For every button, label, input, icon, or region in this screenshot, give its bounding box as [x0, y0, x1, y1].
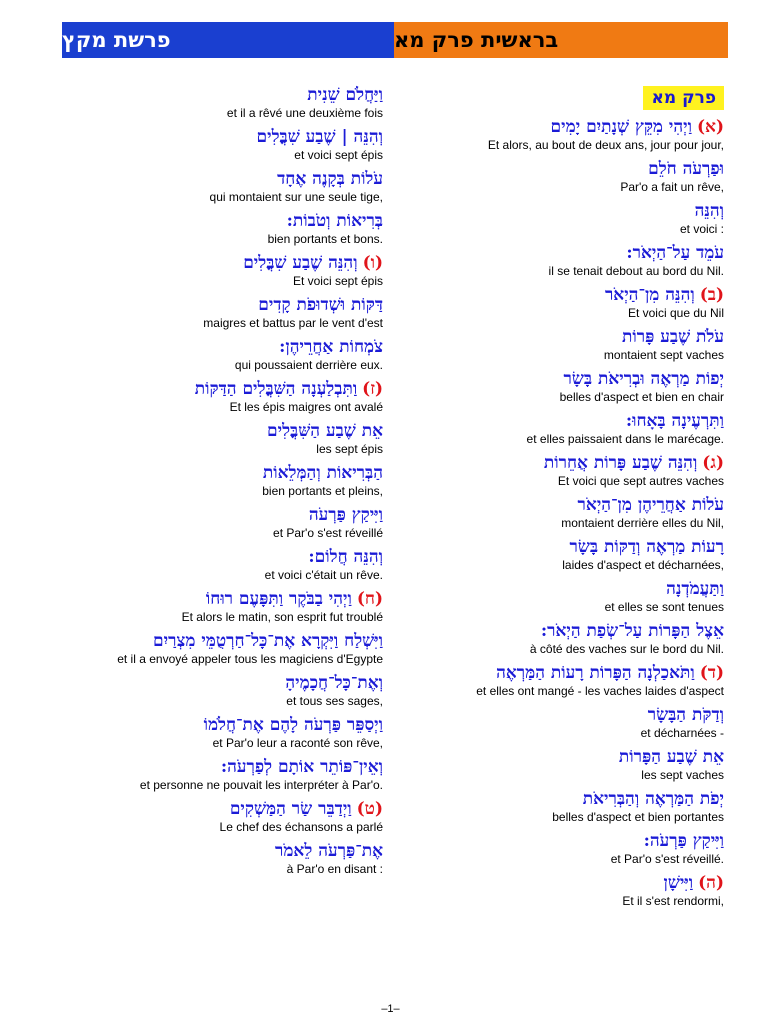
french-translation: belles d'aspect et bien portantes [552, 810, 724, 824]
verse-number: (ב) [699, 285, 724, 305]
french-translation: Par'o a fait un rêve, [620, 180, 724, 194]
hebrew-line [644, 830, 724, 852]
french-translation: Et il s'est rendormi, [622, 894, 724, 908]
french-translation: qui montaient sur une seule tige, [209, 190, 383, 204]
verse-number: (ט) [356, 799, 383, 819]
verse-number: (ח) [356, 589, 383, 609]
hebrew-text: הַבְּרִיאוֹת וְהַמְּלֵאוֹת [262, 463, 383, 483]
hebrew-line [279, 336, 383, 358]
hebrew-text: וַיִּיקַץ פַּרְעֹה [308, 505, 383, 525]
hebrew-text: וַיַּחֲלֹם שֵׁנִית [307, 85, 383, 105]
hebrew-line [666, 578, 724, 600]
hebrew-text: אֵצֶל הַפָּרוֹת עַל־שְׂפַת הַיְאֹר: [540, 621, 724, 641]
french-translation: maigres et battus par le vent d'est [203, 316, 383, 330]
french-translation: laides d'aspect et décharnées, [562, 558, 724, 572]
right-text-column [394, 82, 724, 912]
hebrew-line [204, 714, 383, 736]
hebrew-line [206, 588, 383, 610]
hebrew-text: וְאֵין־פּוֹתֵר אוֹתָם לְפַרְעֹה: [220, 757, 383, 777]
hebrew-line [695, 200, 724, 222]
hebrew-text: וְאֶת־כָּל־חֲכָמֶיהָ [285, 673, 383, 693]
hebrew-text: וְהִנֵּה חֲלוֹם: [308, 547, 383, 567]
verse-number: (א) [696, 117, 724, 137]
hebrew-line [544, 452, 724, 474]
french-translation: et il a envoyé appeler tous les magiciens d'Egypte [117, 652, 383, 666]
hebrew-line [583, 788, 724, 810]
french-translation: il se tenait debout au bord du Nil. [548, 264, 724, 278]
book-chapter-title: בראשית פרק מא [394, 22, 728, 58]
hebrew-text: צֹמְחוֹת אַחֲרֵיהֶן: [279, 337, 383, 357]
french-translation: et décharnées - [640, 726, 724, 740]
hebrew-text: וְדַקֹּת הַבָּשָׂר [647, 705, 724, 725]
hebrew-text: וַתֹּאכַלְנָה הַפָּרוֹת רָעוֹת הַמַּרְאֶה [496, 663, 695, 683]
page-number: –1– [381, 1003, 400, 1015]
hebrew-text: יְפֹת הַמַּרְאֶה וְהַבְּרִיאֹת [582, 789, 724, 809]
hebrew-line [626, 242, 724, 264]
hebrew-text: וְהִנֵּה שֶׁבַע פָּרוֹת אֲחֵרוֹת [543, 453, 698, 473]
hebrew-line [648, 158, 724, 180]
hebrew-text: וַיִּשְׁלַח וַיִּקְרָא אֶת־כָּל־חַרְטֻמֵּי מִצְרַיִם [153, 631, 383, 651]
verse-number: (ה) [698, 873, 724, 893]
hebrew-text: יְפוֹת מַרְאֶה וּבְרִיאֹת בָּשָׂר [563, 369, 724, 389]
hebrew-text: דַּקּוֹת וּשְׁדוּפֹת קָדִים [258, 295, 383, 315]
hebrew-text: עֹלוֹת בְּקָנֶה אֶחָד [277, 169, 383, 189]
french-translation: et elles se sont tenues [604, 600, 724, 614]
hebrew-line [285, 672, 383, 694]
hebrew-text: וְהִנֵּה שֶׁבַע שִׁבֳּלִים [243, 253, 358, 273]
french-translation: et il a rêvé une deuxième fois [226, 106, 383, 120]
hebrew-line [551, 116, 724, 138]
verse-number: (ד) [699, 663, 724, 683]
french-translation: et personne ne pouvait les interpréter à Par'o. [139, 778, 383, 792]
verse-number: (ג) [702, 453, 724, 473]
french-translation: Et alors, au bout de deux ans, jour pour jour, [487, 138, 724, 152]
hebrew-line [267, 420, 383, 442]
hebrew-text: וַיִּיקַץ פַּרְעֹה: [643, 831, 724, 851]
hebrew-text: אֶת־פַּרְעֹה לֵאמֹר [274, 841, 383, 861]
hebrew-text: וְהִנֵּה | שֶׁבַע שִׁבֳּלִים [256, 127, 383, 147]
left-text-column [53, 82, 383, 880]
hebrew-text: אֵת שֶׁבַע הַשִּׁבֳּלִים [267, 421, 383, 441]
hebrew-line [578, 494, 724, 516]
hebrew-text: וַיְהִי מִקֵּץ שְׁנָתַיִם יָמִים [550, 117, 692, 137]
hebrew-line [605, 284, 724, 306]
hebrew-line [308, 546, 383, 568]
french-translation: et elles ont mangé - les vaches laides d'aspect [476, 684, 724, 698]
verse-number: (ז) [362, 379, 383, 399]
french-translation: qui poussaient derrière eux. [234, 358, 383, 372]
hebrew-line [563, 368, 724, 390]
hebrew-line [307, 84, 383, 106]
page-header [62, 22, 728, 58]
french-translation: Et voici sept épis [292, 274, 383, 288]
french-translation: et Par'o leur a raconté son rêve, [212, 736, 383, 750]
french-translation: et voici c'était un rêve. [264, 568, 383, 582]
french-translation: montaient sept vaches [603, 348, 724, 362]
hebrew-line [275, 840, 383, 862]
hebrew-line [257, 126, 383, 148]
french-translation: Et alors le matin, son esprit fut troublé [181, 610, 383, 624]
hebrew-text: וּפַרְעֹה חֹלֵם [648, 159, 724, 179]
hebrew-text: אֵת שֶׁבַע הַפָּרוֹת [618, 747, 724, 767]
hebrew-line [263, 462, 383, 484]
hebrew-line [243, 252, 383, 274]
french-translation: à côté des vaches sur le bord du Nil. [529, 642, 724, 656]
hebrew-line [195, 378, 383, 400]
french-translation: et elles paissaient dans le marécage. [526, 432, 724, 446]
french-translation: et tous ses sages, [286, 694, 383, 708]
french-translation: Le chef des échansons a parlé [219, 820, 383, 834]
hebrew-text: עֹלֹת שֶׁבַע פָּרוֹת [622, 327, 724, 347]
hebrew-text: וַתִּרְעֶינָה בָּאָחוּ: [625, 411, 724, 431]
hebrew-text: וַתִּבְלַעְנָה הַשִּׁבֳּלִים הַדַּקּוֹת [194, 379, 358, 399]
chapter-label: פרק מא [643, 86, 724, 110]
french-translation: Et voici que sept autres vaches [557, 474, 724, 488]
hebrew-text: וְהִנֵּה [694, 201, 724, 221]
hebrew-line [258, 294, 383, 316]
parasha-title: פרשת מקץ [62, 22, 394, 58]
hebrew-text: וְהִנֵּה מִן־הַיְאֹר [604, 285, 695, 305]
french-translation: les sept vaches [641, 768, 724, 782]
french-translation: et voici sept épis [294, 148, 383, 162]
french-translation: et voici : [679, 222, 724, 236]
hebrew-text: וַיְדַבֵּר שַׂר הַמַּשְׁקִים [229, 799, 352, 819]
hebrew-text: וַיְסַפֵּר פַּרְעֹה לָהֶם אֶת־חֲלֹמוֹ [203, 715, 383, 735]
verse-number: (ו) [362, 253, 383, 273]
hebrew-line [663, 872, 724, 894]
hebrew-line [570, 536, 725, 558]
hebrew-text: וַתַּעֲמֹדְנָה [666, 579, 724, 599]
hebrew-text: וַיִּישָׁן [663, 873, 694, 893]
hebrew-line [626, 410, 724, 432]
hebrew-text: רָעוֹת מַרְאֶה וְדַקּוֹת בָּשָׂר [569, 537, 724, 557]
hebrew-line [309, 504, 383, 526]
french-translation: et Par'o s'est réveillé. [610, 852, 724, 866]
french-translation: montaient derrière elles du Nil, [561, 516, 724, 530]
hebrew-line [277, 168, 383, 190]
hebrew-text: וַיְהִי בַבֹּקֶר וַתִּפָּעֶם רוּחוֹ [205, 589, 352, 609]
hebrew-text: עֹמֵד עַל־הַיְאֹר: [626, 243, 724, 263]
hebrew-line [496, 662, 724, 684]
french-translation: belles d'aspect et bien en chair [559, 390, 724, 404]
french-translation: et Par'o s'est réveillé [273, 526, 383, 540]
french-translation: les sept épis [316, 442, 383, 456]
hebrew-line [648, 704, 724, 726]
hebrew-line [541, 620, 724, 642]
hebrew-line [622, 326, 724, 348]
hebrew-line [153, 630, 383, 652]
french-translation: Et voici que du Nil [627, 306, 724, 320]
hebrew-text: עֹלוֹת אַחֲרֵיהֶן מִן־הַיְאֹר [577, 495, 724, 515]
french-translation: Et les épis maigres ont avalé [229, 400, 383, 414]
french-translation: bien portants et pleins, [262, 484, 383, 498]
hebrew-line [619, 746, 724, 768]
hebrew-line [287, 210, 383, 232]
french-translation: bien portants et bons. [267, 232, 383, 246]
french-translation: à Par'o en disant : [286, 862, 383, 876]
hebrew-line [221, 756, 383, 778]
hebrew-line [230, 798, 383, 820]
hebrew-text: בְּרִיאוֹת וְטֹבוֹת: [286, 211, 383, 231]
